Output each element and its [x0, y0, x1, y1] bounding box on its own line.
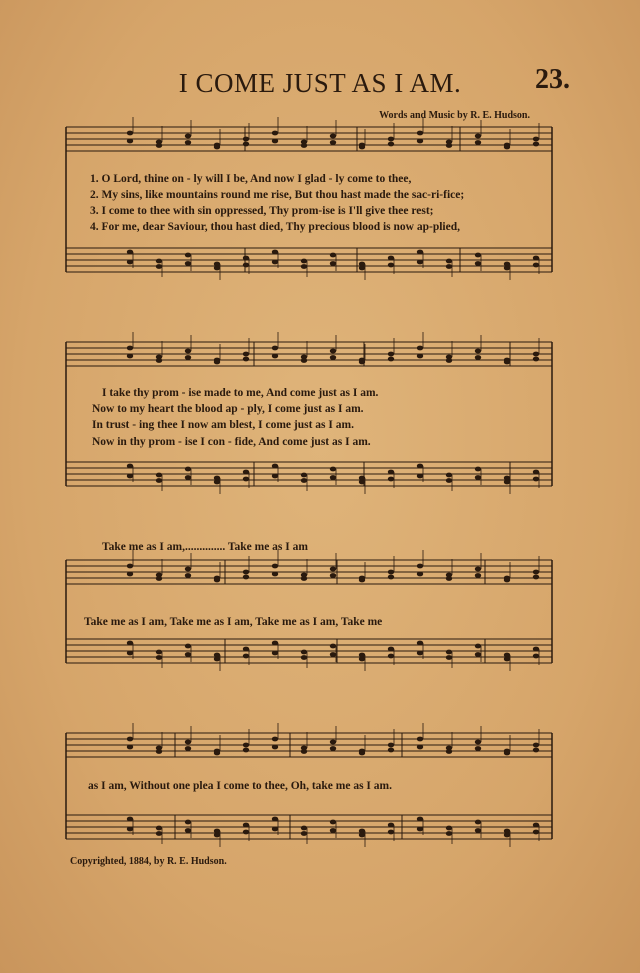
note-head — [330, 140, 336, 145]
note-head — [475, 355, 481, 360]
note-head — [330, 644, 336, 649]
note-head — [214, 480, 220, 485]
note-head — [301, 259, 307, 264]
note-head — [388, 823, 394, 828]
note-head — [388, 357, 394, 362]
note-head — [214, 266, 220, 271]
note-head — [272, 474, 278, 479]
note-head — [127, 564, 133, 569]
chorus-upper-text: Take me as I am,.............. Take me as I am — [102, 541, 308, 553]
note-head — [388, 256, 394, 261]
note-head — [417, 641, 423, 646]
note-head — [301, 264, 307, 269]
note-head — [243, 654, 249, 659]
note-head — [330, 349, 336, 354]
note-head — [446, 264, 452, 269]
note-head — [156, 826, 162, 831]
note-head — [185, 475, 191, 480]
note-head — [301, 655, 307, 660]
note-head — [243, 823, 249, 828]
note-head — [446, 478, 452, 483]
note-head — [127, 737, 133, 742]
note-head — [185, 652, 191, 657]
note-head — [417, 260, 423, 265]
note-head — [475, 475, 481, 480]
note-head — [243, 470, 249, 475]
note-head — [243, 352, 249, 357]
note-head — [185, 567, 191, 572]
note-head — [272, 464, 278, 469]
note-head — [504, 480, 510, 485]
note-head — [127, 131, 133, 136]
note-head — [185, 746, 191, 751]
note-head — [185, 573, 191, 578]
note-head — [504, 266, 510, 271]
note-head — [156, 358, 162, 363]
note-head — [388, 477, 394, 482]
note-head — [504, 751, 510, 756]
hymn-number: 23. — [535, 64, 570, 95]
verse-2-line-a: 2. My sins, like mountains round me rise, But thou hast made the sac-ri-fice; — [90, 189, 465, 201]
note-head — [359, 360, 365, 365]
note-head — [330, 740, 336, 745]
note-head — [417, 346, 423, 351]
note-head — [475, 828, 481, 833]
verse-4-line-b: Now in thy prom - ise I con - fide, And come just as I am. — [92, 436, 371, 448]
note-head — [533, 256, 539, 261]
note-head — [388, 654, 394, 659]
note-head — [156, 264, 162, 269]
hymn-title: I COME JUST AS I AM. — [178, 68, 462, 98]
note-head — [156, 655, 162, 660]
note-head — [388, 570, 394, 575]
note-head — [185, 349, 191, 354]
note-head — [185, 134, 191, 139]
note-head — [243, 477, 249, 482]
note-head — [504, 833, 510, 838]
note-head — [243, 575, 249, 580]
note-head — [156, 831, 162, 836]
note-head — [533, 830, 539, 835]
note-head — [185, 355, 191, 360]
note-head — [330, 475, 336, 480]
note-head — [475, 134, 481, 139]
note-head — [272, 745, 278, 750]
note-head — [446, 826, 452, 831]
note-head — [156, 143, 162, 148]
note-head — [330, 828, 336, 833]
note-head — [330, 746, 336, 751]
note-head — [533, 357, 539, 362]
note-head — [446, 650, 452, 655]
note-head — [446, 358, 452, 363]
note-head — [272, 564, 278, 569]
note-head — [272, 737, 278, 742]
note-head — [475, 573, 481, 578]
note-head — [214, 833, 220, 838]
note-head — [504, 657, 510, 662]
note-head — [272, 260, 278, 265]
note-head — [475, 644, 481, 649]
note-head — [533, 654, 539, 659]
note-head — [504, 145, 510, 150]
note-head — [359, 266, 365, 271]
note-head — [127, 250, 133, 255]
note-head — [330, 253, 336, 258]
note-head — [475, 253, 481, 258]
note-head — [330, 355, 336, 360]
note-head — [533, 823, 539, 828]
note-head — [185, 820, 191, 825]
note-head — [533, 647, 539, 652]
note-head — [185, 740, 191, 745]
note-head — [475, 140, 481, 145]
note-head — [272, 817, 278, 822]
note-head — [243, 263, 249, 268]
note-head — [214, 145, 220, 150]
note-head — [533, 470, 539, 475]
note-head — [272, 651, 278, 656]
note-head — [272, 827, 278, 832]
note-head — [243, 570, 249, 575]
note-head — [156, 650, 162, 655]
note-head — [533, 748, 539, 753]
note-head — [272, 250, 278, 255]
note-head — [330, 573, 336, 578]
note-head — [185, 644, 191, 649]
note-head — [359, 751, 365, 756]
note-head — [185, 261, 191, 266]
note-head — [446, 473, 452, 478]
note-head — [533, 575, 539, 580]
note-head — [185, 140, 191, 145]
verse-3-line-a: 3. I come to thee with sin oppressed, Thy prom-ise is I'll give thee rest; — [90, 205, 434, 217]
verse-1-line-a: 1. O Lord, thine on - ly will I be, And now I glad - ly come to thee, — [90, 173, 412, 185]
note-head — [301, 358, 307, 363]
note-head — [533, 570, 539, 575]
note-head — [417, 737, 423, 742]
verse-3-line-b: In trust - ing thee I now am blest, I come just as I am. — [92, 419, 354, 431]
note-head — [388, 470, 394, 475]
note-head — [417, 131, 423, 136]
note-head — [272, 354, 278, 359]
note-head — [446, 576, 452, 581]
note-head — [388, 263, 394, 268]
note-head — [388, 647, 394, 652]
note-head — [417, 572, 423, 577]
note-head — [446, 831, 452, 836]
note-head — [446, 143, 452, 148]
note-head — [504, 578, 510, 583]
note-head — [243, 647, 249, 652]
note-head — [272, 641, 278, 646]
note-head — [417, 139, 423, 144]
chorus-final-text: as I am, Without one plea I come to thee, Oh, take me as I am. — [88, 780, 392, 792]
note-head — [417, 250, 423, 255]
note-head — [388, 352, 394, 357]
note-head — [243, 830, 249, 835]
note-head — [156, 473, 162, 478]
note-head — [330, 134, 336, 139]
note-head — [127, 260, 133, 265]
note-head — [127, 651, 133, 656]
note-head — [214, 578, 220, 583]
note-head — [417, 474, 423, 479]
note-head — [243, 142, 249, 147]
note-head — [301, 143, 307, 148]
note-head — [446, 749, 452, 754]
note-head — [475, 261, 481, 266]
note-head — [127, 641, 133, 646]
note-head — [185, 253, 191, 258]
note-head — [272, 572, 278, 577]
note-head — [330, 467, 336, 472]
note-head — [475, 349, 481, 354]
note-head — [417, 817, 423, 822]
note-head — [533, 743, 539, 748]
note-head — [301, 478, 307, 483]
note-head — [127, 139, 133, 144]
note-head — [272, 131, 278, 136]
note-head — [127, 827, 133, 832]
note-head — [417, 651, 423, 656]
note-head — [330, 567, 336, 572]
note-head — [533, 477, 539, 482]
note-head — [359, 833, 365, 838]
note-head — [533, 137, 539, 142]
note-head — [301, 826, 307, 831]
note-head — [127, 474, 133, 479]
note-head — [156, 259, 162, 264]
note-head — [272, 346, 278, 351]
note-head — [214, 360, 220, 365]
note-head — [359, 145, 365, 150]
chorus-lower-text: Take me as I am, Take me as I am, Take me as I am, Take me — [84, 616, 383, 628]
note-head — [301, 650, 307, 655]
note-head — [243, 748, 249, 753]
note-head — [533, 352, 539, 357]
note-head — [127, 572, 133, 577]
note-head — [417, 464, 423, 469]
note-head — [127, 745, 133, 750]
note-head — [301, 749, 307, 754]
note-head — [417, 354, 423, 359]
note-head — [127, 464, 133, 469]
note-head — [185, 828, 191, 833]
note-head — [359, 480, 365, 485]
note-head — [417, 564, 423, 569]
note-head — [301, 831, 307, 836]
note-head — [243, 256, 249, 261]
note-head — [475, 652, 481, 657]
verse-4-line-a: 4. For me, dear Saviour, thou hast died, Thy precious blood is now ap-plied, — [90, 221, 460, 233]
note-head — [533, 142, 539, 147]
note-head — [446, 259, 452, 264]
note-head — [127, 817, 133, 822]
note-head — [301, 576, 307, 581]
note-head — [214, 751, 220, 756]
note-head — [475, 567, 481, 572]
note-head — [359, 657, 365, 662]
copyright-notice: Copyrighted, 1884, by R. E. Hudson. — [70, 856, 227, 867]
note-head — [330, 652, 336, 657]
note-head — [417, 827, 423, 832]
note-head — [475, 467, 481, 472]
note-head — [301, 473, 307, 478]
note-head — [243, 137, 249, 142]
note-head — [475, 746, 481, 751]
note-head — [388, 137, 394, 142]
note-head — [388, 575, 394, 580]
note-head — [156, 749, 162, 754]
note-head — [388, 743, 394, 748]
note-head — [446, 655, 452, 660]
note-head — [504, 360, 510, 365]
note-head — [388, 748, 394, 753]
note-head — [214, 657, 220, 662]
note-head — [127, 354, 133, 359]
note-head — [156, 576, 162, 581]
note-head — [156, 478, 162, 483]
verse-1-line-b: I take thy prom - ise made to me, And come just as I am. — [102, 387, 379, 399]
note-head — [330, 261, 336, 266]
note-head — [243, 743, 249, 748]
note-head — [475, 740, 481, 745]
note-head — [185, 467, 191, 472]
note-head — [243, 357, 249, 362]
note-head — [533, 263, 539, 268]
note-head — [272, 139, 278, 144]
note-head — [127, 346, 133, 351]
note-head — [475, 820, 481, 825]
note-head — [388, 142, 394, 147]
note-head — [359, 578, 365, 583]
note-head — [417, 745, 423, 750]
note-head — [388, 830, 394, 835]
hymn-credit: Words and Music by R. E. Hudson. — [379, 110, 530, 121]
verse-2-line-b: Now to my heart the blood ap - ply, I come just as I am. — [92, 403, 364, 415]
note-head — [330, 820, 336, 825]
